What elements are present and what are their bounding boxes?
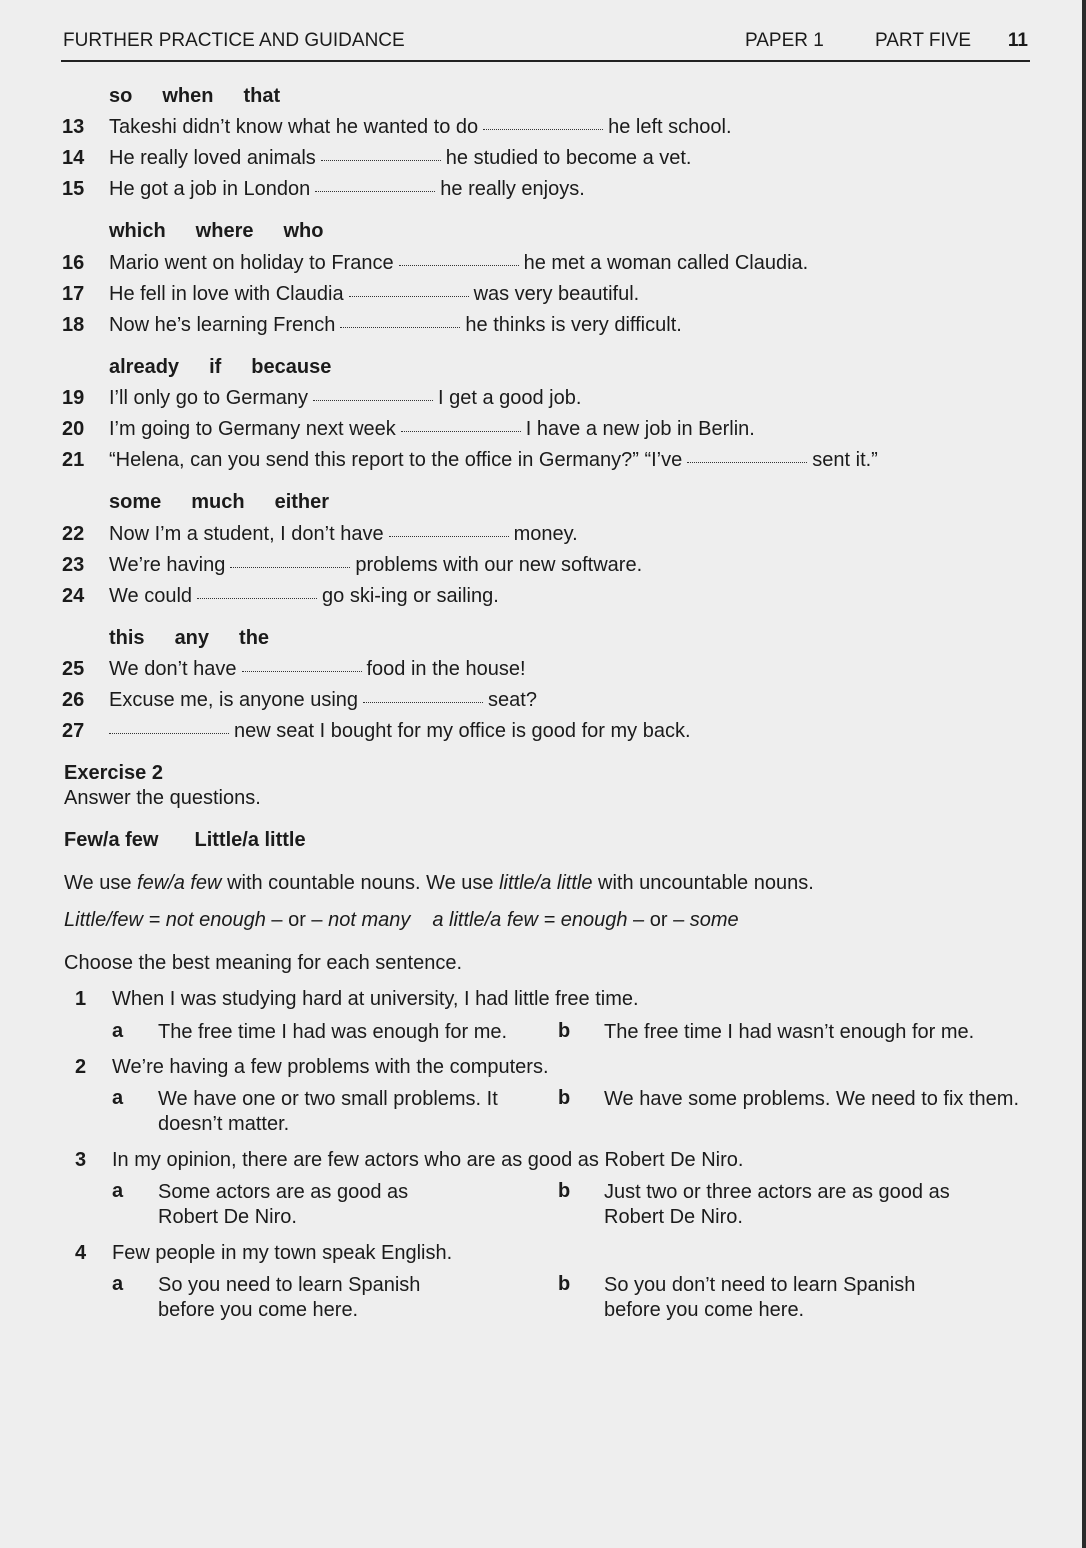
word-box-3 — [109, 356, 361, 379]
answer-blank[interactable] — [321, 157, 441, 161]
item-text-after: problems with our new software. — [355, 554, 643, 576]
page-edge — [1082, 0, 1086, 1548]
option-letter: b — [558, 1180, 571, 1202]
question-text: In my opinion, there are few actors who are as good as Robert De Niro. — [112, 1149, 744, 1171]
option-letter: a — [112, 1020, 124, 1042]
item-text-before: I’ll only go to Germany — [109, 387, 308, 409]
subheading-little: Little/a little — [194, 829, 306, 851]
header-paper: PAPER 1 — [745, 30, 824, 51]
item-text-after: he really enjoys. — [440, 178, 585, 200]
definition: a little/a few = enough — [432, 909, 628, 931]
item-text-before: We don’t have — [109, 658, 237, 680]
item-text-after: food in the house! — [366, 658, 526, 680]
header-title: FURTHER PRACTICE AND GUIDANCE — [63, 30, 405, 51]
exercise-instruction: Answer the questions. — [64, 787, 261, 809]
item-text-before: Now he’s learning French — [109, 314, 336, 336]
choose-instruction: Choose the best meaning for each sentence. — [64, 952, 463, 974]
answer-blank[interactable] — [313, 397, 433, 401]
option-text: We have some problems. We need to fix them. — [604, 1088, 1020, 1110]
item-text-before: Mario went on holiday to France — [109, 252, 394, 274]
item-number: 16 — [62, 252, 85, 274]
item-number: 13 — [62, 116, 85, 138]
page-number: 11 — [1007, 30, 1028, 51]
word: so — [109, 85, 133, 107]
grammar-rule — [64, 872, 814, 895]
item-number: 26 — [62, 689, 85, 711]
question-number: 1 — [75, 988, 87, 1010]
rule-text: We use — [64, 872, 132, 894]
subheading-few: Few/a few — [64, 829, 159, 851]
option-letter: b — [558, 1087, 571, 1109]
word-box-5 — [109, 627, 299, 650]
question-text: We’re having a few problems with the computers. — [112, 1056, 549, 1078]
item-text-after: seat? — [488, 689, 537, 711]
item-number: 21 — [62, 449, 85, 471]
option-letter: a — [112, 1180, 124, 1202]
word-box-2 — [109, 220, 353, 243]
word: some — [109, 491, 162, 513]
item-text-before: We could — [109, 585, 193, 607]
item-text-before: Now I’m a student, I don’t have — [109, 523, 384, 545]
answer-blank[interactable] — [230, 564, 350, 568]
item-text-after: I get a good job. — [437, 387, 582, 409]
answer-blank[interactable] — [242, 668, 362, 672]
item-number: 23 — [62, 554, 85, 576]
answer-blank[interactable] — [483, 126, 603, 130]
item-text-after: sent it.” — [812, 449, 878, 471]
item-text-before: He fell in love with Claudia — [109, 283, 344, 305]
question-text: When I was studying hard at university, I had little free time. — [112, 988, 639, 1010]
question-number: 3 — [75, 1149, 87, 1171]
option-text: We have one or two small problems. It doesn’t matter. — [158, 1088, 498, 1135]
question-text: Few people in my town speak English. — [112, 1242, 453, 1264]
answer-blank[interactable] — [399, 262, 519, 266]
item-number: 14 — [62, 147, 85, 169]
definition-or: – or – — [627, 909, 690, 931]
option-text: So you need to learn Spanish before you come here. — [158, 1274, 421, 1321]
item-text-after: new seat I bought for my office is good for my back. — [234, 720, 691, 742]
item-number: 19 — [62, 387, 85, 409]
word: any — [174, 627, 210, 649]
rule-term: few/a few — [137, 872, 222, 894]
item-number: 22 — [62, 523, 85, 545]
option-letter: b — [558, 1020, 571, 1042]
question-number: 4 — [75, 1242, 87, 1264]
option-letter: b — [558, 1273, 571, 1295]
item-text-after: he left school. — [608, 116, 732, 138]
word-box-4 — [109, 491, 359, 514]
item-text-after: was very beautiful. — [473, 283, 640, 305]
answer-blank[interactable] — [340, 324, 460, 328]
word: the — [239, 627, 270, 649]
item-text-after: go ski-ing or sailing. — [322, 585, 499, 607]
item-text-after: he thinks is very difficult. — [465, 314, 682, 336]
word: because — [251, 356, 332, 378]
word: where — [195, 220, 254, 242]
definition-or: – or – — [265, 909, 329, 931]
word-box-1 — [109, 85, 310, 108]
item-text-after: I have a new job in Berlin. — [525, 418, 755, 440]
answer-blank[interactable] — [389, 533, 509, 537]
option-text: So you don’t need to learn Spanish before you come here. — [604, 1274, 916, 1321]
option-letter: a — [112, 1087, 124, 1109]
item-text-after: money. — [513, 523, 578, 545]
grammar-subheading — [64, 829, 306, 852]
word: already — [109, 356, 180, 378]
word: when — [162, 85, 214, 107]
header-part: PART FIVE — [875, 30, 972, 51]
item-number: 27 — [62, 720, 85, 742]
item-number: 25 — [62, 658, 85, 680]
item-number: 18 — [62, 314, 85, 336]
rule-term: little/a little — [499, 872, 593, 894]
item-text-before: I’m going to Germany next week — [109, 418, 396, 440]
page-header — [63, 30, 1030, 54]
question-number: 2 — [75, 1056, 87, 1078]
word: that — [243, 85, 281, 107]
word: which — [109, 220, 166, 242]
option-text: The free time I had wasn’t enough for me. — [604, 1021, 975, 1043]
item-text-before: He got a job in London — [109, 178, 311, 200]
answer-blank[interactable] — [687, 459, 807, 463]
item-text-before: We’re having — [109, 554, 226, 576]
option-text: The free time I had was enough for me. — [158, 1021, 508, 1043]
definition: Little/few = not enough — [64, 909, 266, 931]
item-text-after: he studied to become a vet. — [445, 147, 692, 169]
grammar-definitions — [64, 909, 739, 932]
exercise-title: Exercise 2 — [64, 762, 163, 784]
option-text: Just two or three actors are as good as Robert De Niro. — [604, 1181, 950, 1228]
answer-blank[interactable] — [363, 699, 483, 703]
answer-blank[interactable] — [401, 428, 521, 432]
item-text-before: Takeshi didn’t know what he wanted to do — [109, 116, 479, 138]
option-text: Some actors are as good as Robert De Niro. — [158, 1181, 409, 1228]
item-text-before: Excuse me, is anyone using — [109, 689, 359, 711]
item-text-after: he met a woman called Claudia. — [523, 252, 809, 274]
definition: not many — [328, 909, 411, 931]
item-number: 20 — [62, 418, 85, 440]
item-number: 24 — [62, 585, 85, 607]
word: if — [209, 356, 222, 378]
item-number: 15 — [62, 178, 85, 200]
rule-text: with countable nouns. We use — [227, 872, 494, 894]
word: this — [109, 627, 145, 649]
answer-blank[interactable] — [349, 293, 469, 297]
word: either — [274, 491, 330, 513]
answer-blank[interactable] — [197, 595, 317, 599]
option-letter: a — [112, 1273, 124, 1295]
item-number: 17 — [62, 283, 85, 305]
item-text-before: “Helena, can you send this report to the office in Germany?” “I’ve — [109, 449, 683, 471]
word: who — [283, 220, 324, 242]
word: much — [191, 491, 245, 513]
item-text-before: He really loved animals — [109, 147, 316, 169]
rule-text: with uncountable nouns. — [598, 872, 814, 894]
header-rule — [61, 60, 1030, 62]
answer-blank[interactable] — [109, 730, 229, 734]
definition: some — [689, 909, 739, 931]
answer-blank[interactable] — [315, 188, 435, 192]
